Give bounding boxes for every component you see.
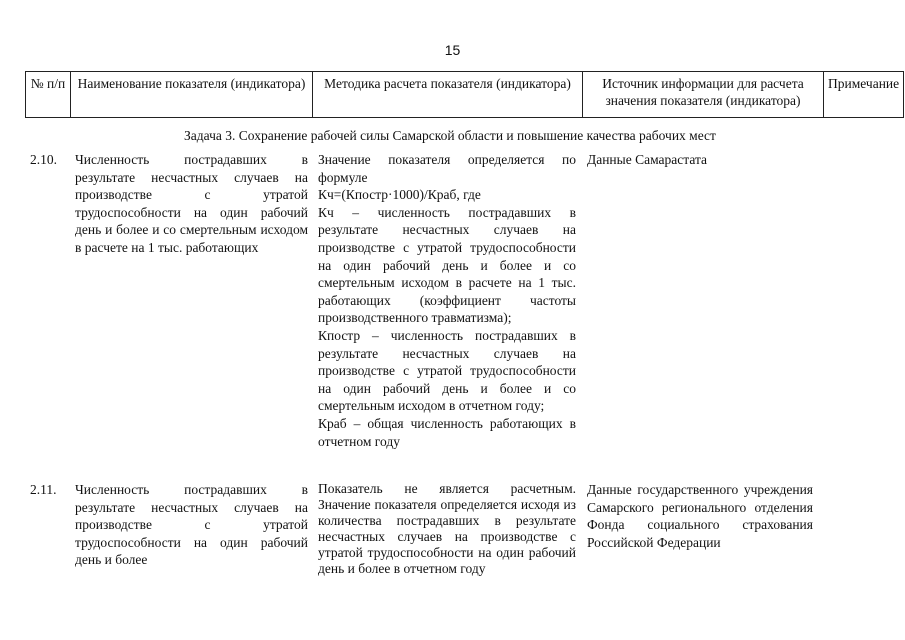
- row-number: 2.10.: [30, 152, 57, 167]
- page-number: 15: [444, 42, 461, 58]
- method-kpostr: Кпостр – численность пострадавших в результате несчастных случаев на производстве с утратой трудоспособности на один рабочий день и более и со смертельным исходом в отчетном году;: [318, 327, 576, 414]
- row-number: 2.11.: [30, 482, 57, 497]
- header-source: Источник информации для расчета значения показателя (индикатора): [583, 72, 824, 118]
- calculation-method: Показатель не является расчетным. Значение показателя определяется исходя из количества пострадавших в результате несчастных случаев на производстве с утратой трудоспособности на один рабочий день и более в отчетном году: [318, 481, 576, 576]
- header-name: Наименование показателя (индикатора): [71, 72, 313, 118]
- indicator-name: Численность пострадавших в результате несчастных случаев на производстве с утратой трудоспособности на один рабочий день и более и со смертельным исходом в расчете на 1 тыс. работающих: [75, 152, 308, 255]
- info-source: Данные Самарастата: [587, 152, 708, 167]
- method-formula: Кч=(Кпостр·1000)/Краб, где: [318, 187, 481, 203]
- indicator-name: Численность пострадавших в результате несчастных случаев на производстве с утратой трудоспособности на один рабочий день и более: [75, 482, 308, 568]
- method-kch: Кч – численность пострадавших в результате несчастных случаев на производстве с утратой трудоспособности на один рабочий день и более и со смертельным исходом в расчете на 1 тыс. работающих (коэффициент частоты производственного травматизма);: [318, 204, 576, 326]
- method-krab: Краб – общая численность работающих в отчетном году: [318, 415, 576, 449]
- task-title: Задача 3. Сохранение рабочей силы Самарской области и повышение качества рабочих мест: [184, 128, 716, 143]
- method-intro: Значение показателя определяется по формуле: [318, 152, 576, 185]
- header-num: № п/п: [26, 72, 71, 118]
- calculation-method: [318, 151, 576, 450]
- header-method: Методика расчета показателя (индикатора): [313, 72, 583, 118]
- info-source: Данные государственного учреждения Самарского регионального отделения Фонда социального страхования Российской Федерации: [587, 482, 813, 550]
- table-header: [25, 71, 904, 118]
- header-note: Примечание: [824, 72, 904, 118]
